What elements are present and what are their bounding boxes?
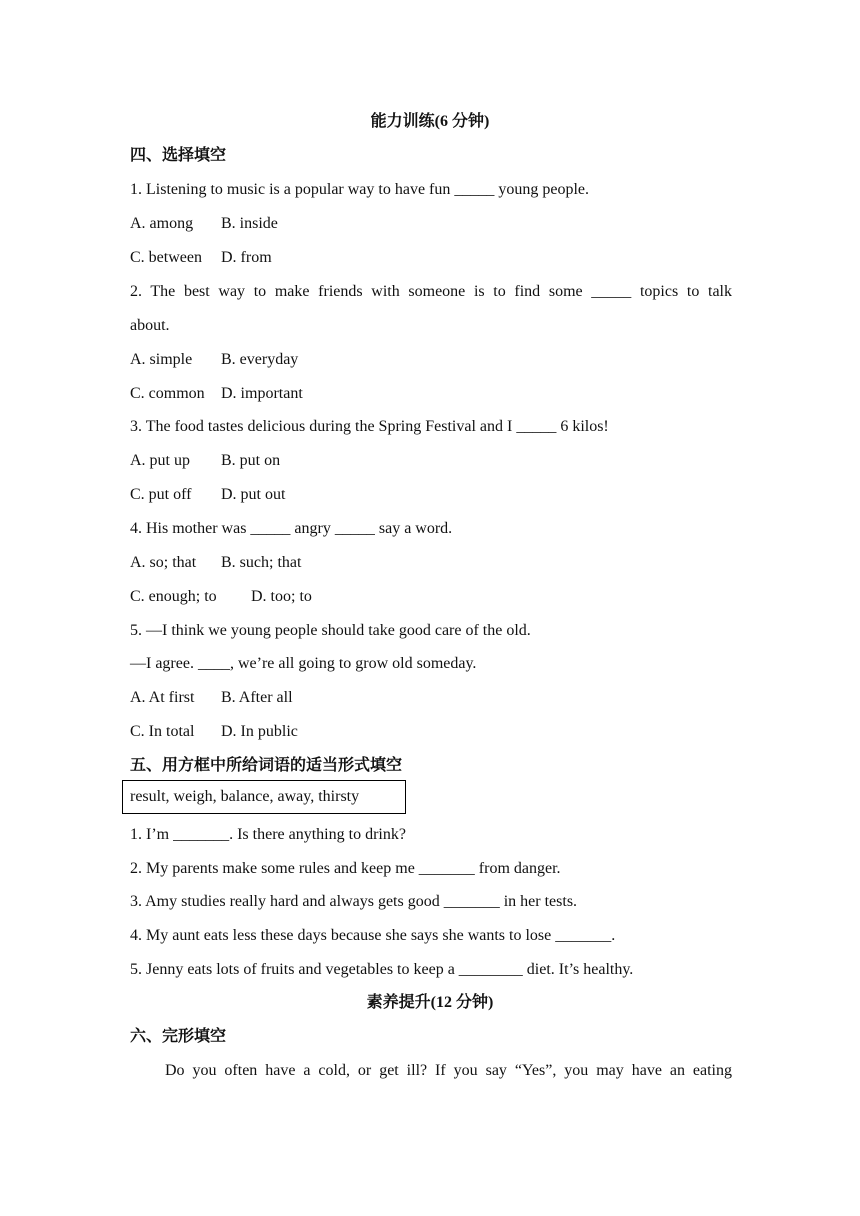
question-4-stem: 4. His mother was _____ angry _____ say a word. — [130, 520, 453, 537]
cloze-passage-line1: Do you often have a cold, or get ill? If you say “Yes”, you may have an eating — [165, 1062, 732, 1079]
question-5-stem-line1: 5. —I think we young people should take good care of the old. — [130, 622, 531, 639]
question-4-options-row1 — [130, 553, 732, 573]
question-2-options-row1 — [130, 350, 732, 370]
section-heading-multiple-choice: 四、选择填空 — [130, 147, 227, 164]
option-c: C. between — [130, 249, 202, 266]
fill-item: 1. I’m _______. Is there anything to drink? — [130, 826, 406, 843]
option-c: C. put off — [130, 486, 192, 503]
option-b: B. inside — [221, 215, 278, 232]
question-5-options-row1 — [130, 688, 732, 708]
question-3-options-row2 — [130, 485, 732, 505]
option-a: A. so; that — [130, 554, 197, 571]
question-4-options-row2 — [130, 587, 732, 607]
option-b: B. After all — [221, 689, 293, 706]
option-d: D. from — [221, 249, 272, 266]
option-b: B. put on — [221, 452, 281, 469]
option-d: D. In public — [221, 723, 298, 740]
option-c: C. In total — [130, 723, 195, 740]
option-c: C. common — [130, 385, 205, 402]
option-c: C. enough; to — [130, 588, 217, 605]
question-2-options-row2 — [130, 384, 732, 404]
option-d: D. important — [221, 385, 303, 402]
word-box: result, weigh, balance, away, thirsty — [122, 780, 406, 814]
option-d: D. put out — [221, 486, 286, 503]
fill-item: 3. Amy studies really hard and always gets good _______ in her tests. — [130, 893, 578, 910]
question-5-options-row2 — [130, 722, 732, 742]
section-title-ability: 能力训练(6 分钟) — [370, 113, 490, 130]
section-heading-word-fill: 五、用方框中所给词语的适当形式填空 — [130, 757, 403, 774]
option-b: B. everyday — [221, 351, 299, 368]
question-3-stem: 3. The food tastes delicious during the Spring Festival and I _____ 6 kilos! — [130, 418, 609, 435]
option-b: B. such; that — [221, 554, 302, 571]
fill-item: 4. My aunt eats less these days because she says she wants to lose _______. — [130, 927, 616, 944]
question-1-options-row2 — [130, 248, 732, 268]
fill-item: 5. Jenny eats lots of fruits and vegetables to keep a ________ diet. It’s healthy. — [130, 961, 634, 978]
section-heading-cloze: 六、完形填空 — [130, 1028, 227, 1045]
question-2-stem-line2: about. — [130, 317, 170, 334]
question-1-stem: 1. Listening to music is a popular way to have fun _____ young people. — [130, 181, 590, 198]
section-title-literacy: 素养提升(12 分钟) — [366, 994, 494, 1011]
question-1-options-row1 — [130, 214, 732, 234]
question-5-stem-line2: —I agree. ____, we’re all going to grow old someday. — [130, 655, 477, 672]
option-a: A. simple — [130, 351, 193, 368]
option-a: A. At first — [130, 689, 195, 706]
question-3-options-row1 — [130, 451, 732, 471]
option-a: A. among — [130, 215, 194, 232]
option-d: D. too; to — [251, 588, 312, 605]
option-a: A. put up — [130, 452, 190, 469]
fill-item: 2. My parents make some rules and keep me _______ from danger. — [130, 860, 561, 877]
question-2-stem-line1: 2. The best way to make friends with someone is to find some _____ topics to talk — [130, 283, 732, 300]
